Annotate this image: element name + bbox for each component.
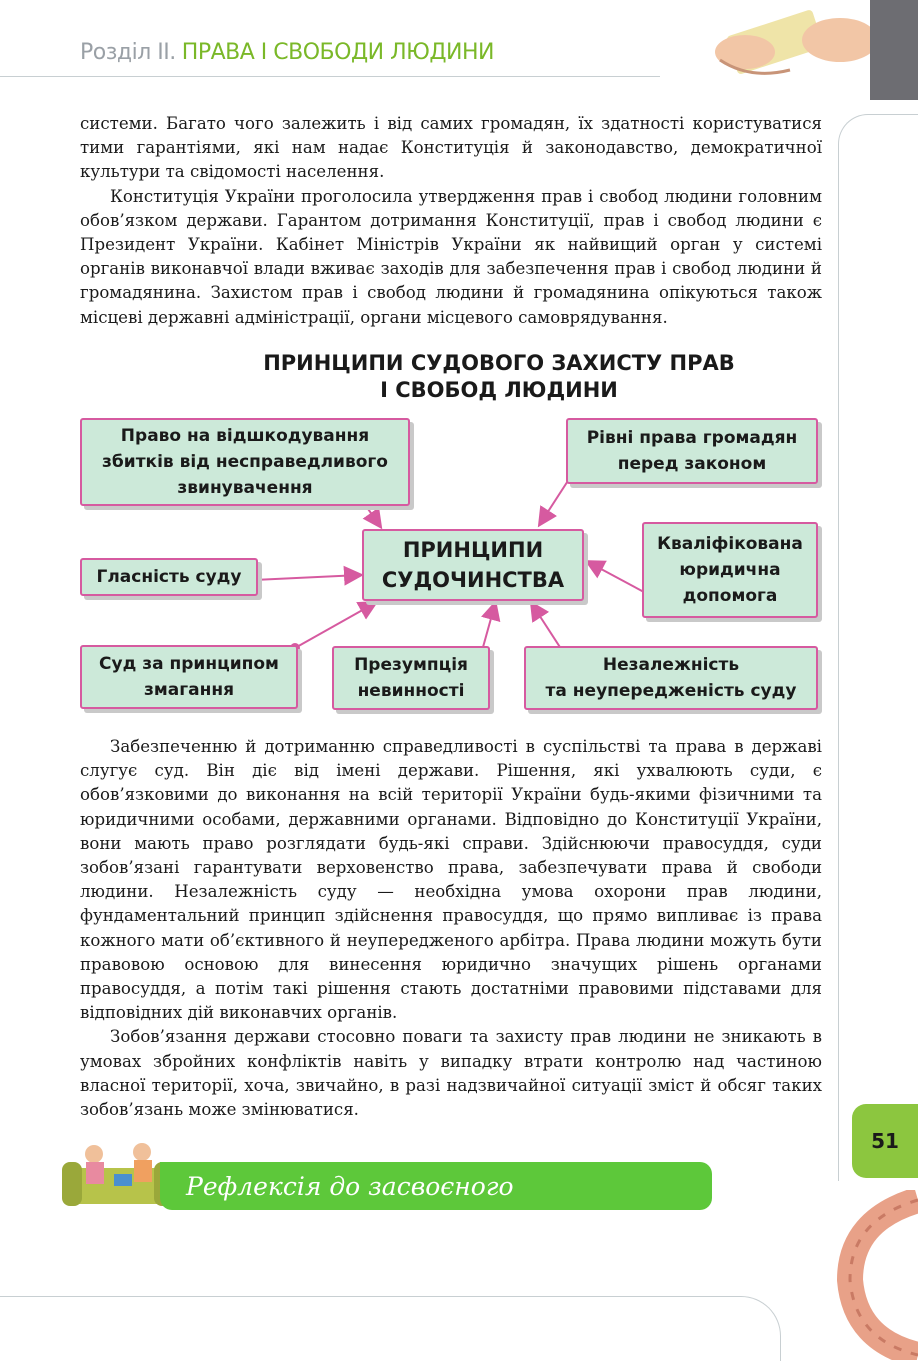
- principle-equality: Рівні права громадян перед законом: [566, 418, 818, 484]
- principle-presumption: Презумпція невинності: [332, 646, 490, 710]
- diagram-title-line: І СВОБОД ЛЮДИНИ: [380, 378, 618, 402]
- section-title: ПРАВА І СВОБОДИ ЛЮДИНИ: [181, 40, 495, 65]
- paragraph: Конституція України проголосила утвердження прав і свобод людини головним обов’язком держави. Гарантом дотримання Конституції, прав і свобод людини є Президент України. Кабінет Міністрів України як найвищий орган у системі органів виконавчої влади вживає заходів для забезпечення прав і свобод людини й громадянина. Захистом прав і свобод людини й громадянина опікуються також місцеві державні адміністрації, органи місцевого самоврядування.: [80, 186, 822, 327]
- principle-publicity: Гласність суду: [80, 558, 258, 596]
- section-label: Розділ ІІ.: [80, 40, 176, 65]
- center-principles: ПРИНЦИПИ СУДОЧИНСТВА: [362, 529, 584, 601]
- arrow: [295, 603, 375, 648]
- main-text: [80, 735, 822, 1122]
- paragraph: Зобов’язання держави стосовно поваги та захисту прав людини не зникають в умовах збройних конфліктів навіть у випадку втрати контролю над частиною власної території, хоча, звичайно, в разі надзвичайної ситуації зміст й обсяг таких зобов’язань може змінюватися.: [80, 1027, 822, 1120]
- paragraph: системи. Багато чого залежить і від самих громадян, їх здатності користуватися тими гарантіями, які нам надає Конституція й законодавство, демократичної культури та свідомості населення.: [80, 114, 822, 182]
- diagram-title-line: ПРИНЦИПИ СУДОВОГО ЗАХИСТУ ПРАВ: [263, 351, 735, 375]
- paragraph: Забезпеченню й дотриманню справедливості в суспільстві та права в державі слугує суд. Він діє від імені держави. Рішення, які ухвалюють суди, є обов’язковими до виконання на всій території України будь-якими фізичними та юридичними особами, державними органами. Відповідно до Конституції України, вони мають право розглядати будь-які справи. Здійснюючи правосуддя, суди зобов’язані гарантувати верховенство права, забезпечувати права й свободи людини. Незалежність суду — необхідна умова охорони прав людини, фундаментальний принцип здійснення правосуддя, що прямо випливає із права кожного мати об’єктивного й неупередженого арбітра. Права людини можуть бути правовою основою для винесення юридично значущих рішень органами правосуддя, а потім такі рішення стають достатніми правовими підставами для відповідних дій виконавчих органів.: [80, 737, 822, 1023]
- reflection-banner: Рефлексія до засвоєного: [160, 1162, 712, 1210]
- footer-decoration: [0, 1296, 781, 1361]
- principle-compensation: Право на відшкодування збитків від несправедливого звинувачення: [80, 418, 410, 506]
- arrow: [253, 575, 360, 580]
- principle-independence: Незалежність та неупередженість суду: [524, 646, 818, 710]
- page-number: 51: [852, 1104, 918, 1178]
- principle-legal-aid: Кваліфікована юридична допомога: [642, 522, 818, 618]
- hands-circle-illustration: [830, 1190, 918, 1360]
- principle-adversarial: Суд за принципом змагання: [80, 645, 298, 709]
